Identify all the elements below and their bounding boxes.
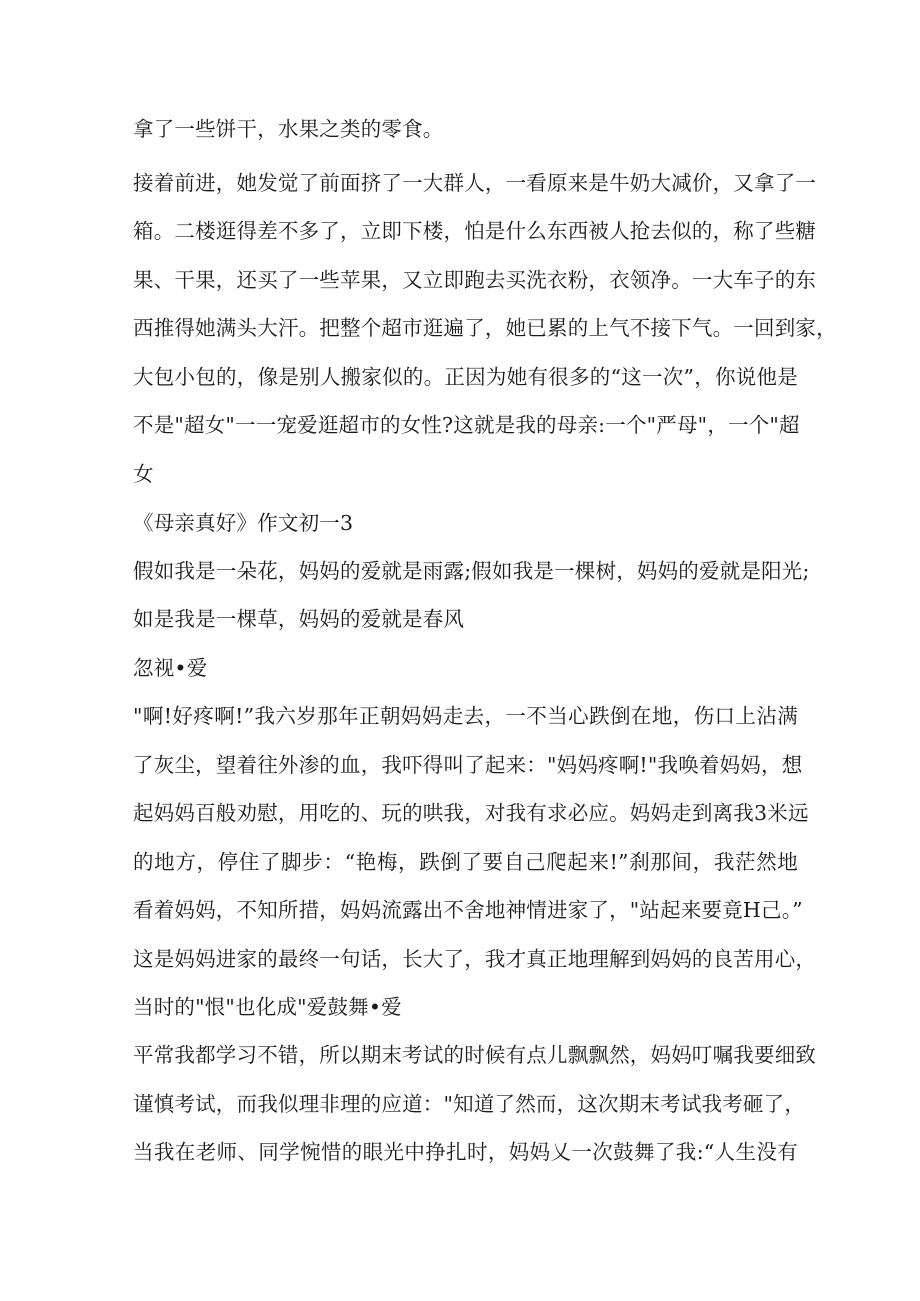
text-line-11: 如是我是一棵草，妈妈的爱就是春风: [133, 607, 465, 631]
text-line-7: 不是"超女"一一宠爱逛超市的女性?这就是我的母亲:一个"严母"，一个"超: [133, 413, 800, 437]
text-line-6: 大包小包的，像是别人搬家似的。正因为她有很多的“这一次”，你说他是: [133, 365, 798, 389]
text-line-15: 起妈妈百般劝慰，用吃的、玩的哄我，对我有求必应。妈妈走到离我3米远: [133, 801, 809, 825]
text-line-18: 这是妈妈进家的最终一句话，长大了，我才真正地理解到妈妈的良苦用心，: [133, 947, 817, 971]
text-line-8: 女: [133, 462, 154, 486]
subheading-neglect-love: 忽视•爱: [133, 656, 208, 680]
text-line-14: 了灰尘，望着往外渗的血，我吓得叫了起来："妈妈疼啊!"我唤着妈妈，想: [133, 753, 803, 777]
text-line-4: 果、干果，还买了一些苹果，又立即跑去买洗衣粉，衣领净。一大车子的东: [133, 268, 817, 292]
text-line-19: 当时的"恨"也化成"爱鼓舞•爱: [133, 995, 402, 1019]
text-line-5: 西推得她满头大汗。把整个超市逛遍了，她已累的上气不接下气。一回到家，: [133, 316, 837, 340]
text-line-17: 看着妈妈，不知所措，妈妈流露出不舍地神情进家了，"站起来要竟H己。”: [133, 898, 803, 922]
text-line-20: 平常我都学习不错，所以期末考试的时候有点儿飘飘然，妈妈叮嘱我要细致: [133, 1043, 817, 1067]
text-line-22: 当我在老师、同学惋惜的眼光中挣扎时，妈妈乂一次鼓舞了我:“人生没有: [133, 1140, 798, 1164]
text-line-13: "啊!好疼啊!”我六岁那年正朝妈妈走去，一不当心跌倒在地，伤口上沾满: [133, 704, 798, 728]
text-line-3: 箱。二楼逛得差不多了，立即下楼，怕是什么东西被人抢去似的，称了些糖: [133, 219, 817, 243]
text-line-2: 接着前进，她发觉了前面挤了一大群人，一看原来是牛奶大减价，又拿了一: [133, 171, 817, 195]
text-line-16: 的地方，停住了脚步：“艳梅，跌倒了要自己爬起来!”刹那间，我茫然地: [133, 850, 798, 874]
text-line-1: 拿了一些饼干，水果之类的零食。: [133, 117, 444, 141]
section-heading: 《母亲真好》作文初一3: [133, 511, 354, 535]
text-line-21: 谨慎考试，而我似理非理的应道："知道了然而，这次期末考试我考砸了，: [133, 1092, 806, 1116]
text-line-10: 假如我是一朵花，妈妈的爱就是雨露;假如我是一棵树，妈妈的爱就是阳光;: [133, 559, 810, 583]
